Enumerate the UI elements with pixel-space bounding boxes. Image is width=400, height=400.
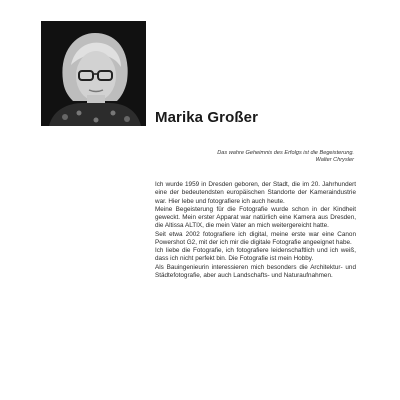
- bio-paragraph: Ich liebe die Fotografie, ich fotografiere leidenschaftlich und ich weiß, dass ich nicht perfekt bin. Die Fotografie ist mein Hobby.: [155, 247, 356, 263]
- person-name: Marika Großer: [155, 109, 259, 126]
- portrait-photo: [41, 21, 146, 126]
- bio-paragraph: Seit etwa 2002 fotografiere ich digital, meine erste war eine Canon Powershot G2, mit der ich mir die digitale Fotografie angeeignet habe.: [155, 230, 356, 246]
- bio-paragraph: Als Bauingenieurin interessieren mich besonders die Architektur- und Städtefotografie, aber auch Landschafts- und Naturaufnahmen.: [155, 263, 356, 279]
- quote: [155, 150, 354, 164]
- bio-paragraph: Meine Begeisterung für die Fotografie wurde schon in der Kindheit geweckt. Mein erster Apparat war natürlich eine Kamera aus Dresden, die Altissa ALTIX, die mein Vater an mich weitergereicht hatte.: [155, 205, 356, 230]
- bio-paragraph: Ich wurde 1959 in Dresden geboren, der Stadt, die im 20. Jahrhundert eine der bedeutendsten europäischen Standorte der Kameraindustrie war. Hier lebe und fotografiere ich auch heute.: [155, 181, 356, 205]
- portrait-image: [41, 21, 146, 126]
- quote-author: Walter Chrysler: [315, 157, 354, 163]
- biography: [155, 181, 356, 280]
- quote-text: Das wahre Geheimnis des Erfolgs ist die Begeisterung.: [217, 150, 354, 156]
